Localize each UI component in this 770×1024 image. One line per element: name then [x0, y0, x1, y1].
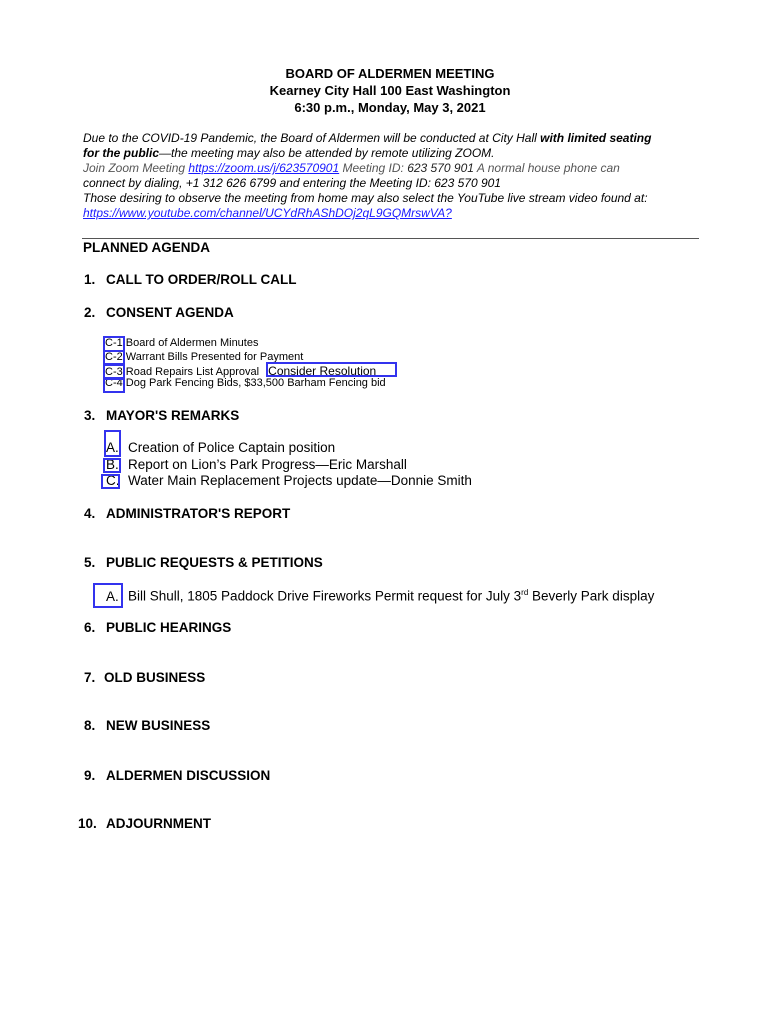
highlight-box[interactable] [266, 362, 397, 377]
section-public-hearings [84, 620, 231, 635]
item-code: A. [106, 588, 119, 604]
item-text: Board of Aldermen Minutes [122, 337, 259, 349]
meeting-datetime: 6:30 p.m., Monday, May 3, 2021 [294, 100, 486, 115]
highlight-box[interactable] [93, 583, 123, 608]
item-code: A. [106, 440, 119, 455]
section-adjournment [78, 816, 211, 831]
intro-emphasis: for the public [83, 146, 159, 160]
section-number: 8. [84, 718, 96, 733]
section-label: PUBLIC REQUESTS & PETITIONS [106, 555, 323, 570]
agenda-title: PLANNED AGENDA [83, 240, 211, 255]
section-number: 9. [84, 768, 96, 783]
ordinal-suffix: rd [521, 588, 529, 597]
section-label: ADJOURNMENT [106, 816, 212, 831]
item-text: Water Main Replacement Projects update—Donnie Smith [128, 473, 472, 488]
youtube-link[interactable]: https://www.youtube.com/channel/UCYdRhAShDOj2qL9GQMrswVA? [83, 206, 452, 220]
section-new-business [84, 718, 210, 733]
section-label: MAYOR'S REMARKS [106, 408, 240, 423]
section-mayors-remarks [84, 408, 239, 423]
section-label: ALDERMEN DISCUSSION [106, 768, 271, 783]
mayor-item [106, 457, 407, 472]
meeting-location: Kearney City Hall 100 East Washington [269, 83, 511, 98]
meeting-id: 623 570 901 [407, 161, 474, 175]
highlight-box[interactable] [101, 474, 120, 489]
item-text: Report on Lion’s Park Progress—Eric Marshall [128, 457, 407, 472]
item-code: C-1 [105, 337, 123, 349]
intro-text: —the meeting may also be attended by remote utilizing ZOOM. [159, 146, 495, 160]
section-label: CONSENT AGENDA [106, 305, 234, 320]
section-number: 1. [84, 272, 96, 287]
item-text: Warrant Bills Presented for Payment [122, 351, 304, 363]
consent-item [105, 337, 258, 349]
section-number: 6. [84, 620, 96, 635]
meeting-title: BOARD OF ALDERMEN MEETING [285, 66, 495, 81]
highlight-box[interactable] [103, 364, 125, 379]
zoom-link[interactable]: https://zoom.us/j/623570901 [188, 161, 340, 175]
highlight-box[interactable] [103, 378, 125, 393]
section-number: 3. [84, 408, 96, 423]
section-aldermen-discussion [84, 768, 270, 783]
section-number: 2. [84, 305, 96, 320]
intro-text: Meeting ID: [339, 161, 408, 175]
intro-line-5: Those desiring to observe the meeting from home may also select the YouTube live stream video found at: [83, 191, 648, 205]
intro-line-3 [83, 161, 620, 175]
intro-line-2 [83, 146, 495, 160]
section-number: 7. [84, 670, 96, 685]
intro-line-1 [83, 131, 651, 145]
intro-line-4: connect by dialing, +1 312 626 6799 and entering the Meeting ID: 623 570 901 [83, 176, 501, 190]
intro-text: Join Zoom Meeting [83, 161, 189, 175]
section-label: CALL TO ORDER/ROLL CALL [106, 272, 297, 287]
highlight-box[interactable] [103, 350, 125, 365]
item-code: B. [106, 457, 119, 472]
section-number: 5. [84, 555, 96, 570]
item-text: Creation of Police Captain position [128, 440, 336, 455]
intro-emphasis: with limited seating [540, 131, 652, 145]
section-old-business [84, 670, 205, 685]
intro-text: Due to the COVID-19 Pandemic, the Board of Aldermen will be conducted at City Hall [83, 131, 541, 145]
item-text: Road Repairs List Approval [122, 366, 260, 378]
divider [82, 238, 699, 239]
mayor-item [106, 473, 472, 488]
item-text: Beverly Park display [528, 588, 655, 604]
section-call-to-order [84, 272, 297, 287]
highlight-box[interactable] [104, 430, 121, 457]
section-number: 10. [78, 816, 97, 831]
section-label: OLD BUSINESS [104, 670, 206, 685]
section-label: ADMINISTRATOR'S REPORT [106, 506, 291, 521]
mayor-item [106, 440, 335, 455]
section-consent-agenda [84, 305, 234, 320]
item-code: C-4 [105, 377, 123, 389]
item-text: Dog Park Fencing Bids, $33,500 Barham Fencing bid [122, 377, 386, 389]
intro-line-6 [83, 206, 452, 220]
intro-text: A normal house phone can [473, 161, 620, 175]
consent-item [105, 377, 386, 389]
consider-resolution-label: Consider Resolution [268, 364, 377, 378]
item-code: C. [106, 473, 120, 488]
item-code: C-3 [105, 366, 123, 378]
section-label: PUBLIC HEARINGS [106, 620, 232, 635]
item-text: Bill Shull, 1805 Paddock Drive Fireworks Permit request for July 3 [128, 588, 522, 604]
highlight-box[interactable] [103, 458, 121, 473]
petition-item [106, 588, 654, 604]
section-administrators-report [84, 506, 290, 521]
item-code: C-2 [105, 351, 123, 363]
section-label: NEW BUSINESS [106, 718, 211, 733]
section-number: 4. [84, 506, 96, 521]
section-public-requests [84, 555, 323, 570]
